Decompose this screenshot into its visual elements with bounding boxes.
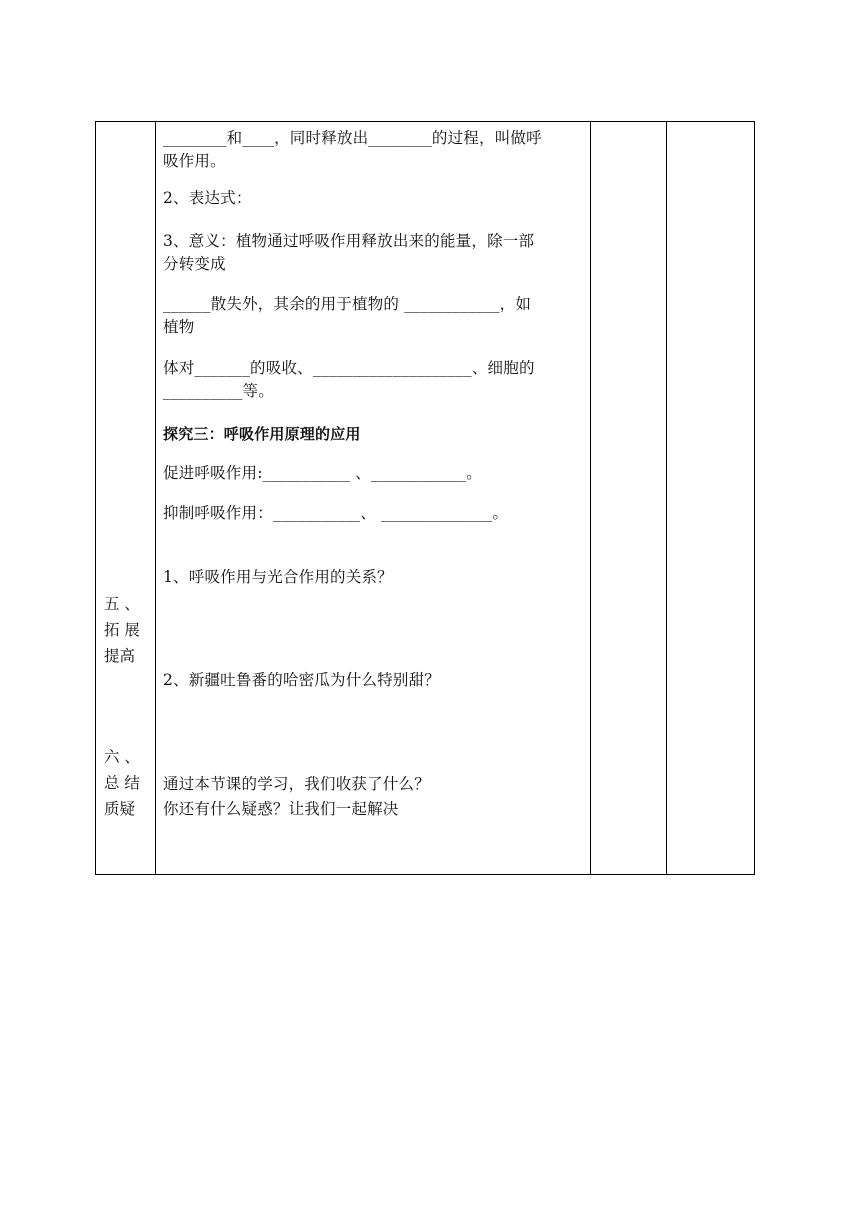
question-relationship: 1、呼吸作用与光合作用的关系？ xyxy=(163,568,393,586)
question-hami-melon: 2、新疆吐鲁番的哈密瓜为什么特别甜？ xyxy=(163,671,440,689)
inhibit-respiration-line: 抑制呼吸作用：___________、 ______________。 xyxy=(163,504,509,522)
significance-line-6: __________等。 xyxy=(163,382,274,400)
column-divider-notes xyxy=(666,122,667,874)
summary-question-line-2: 你还有什么疑惑？让我们一起解决 xyxy=(163,800,399,818)
significance-line-3: ______散失外，其余的用于植物的 ____________，如 xyxy=(163,295,532,313)
column-divider-stage xyxy=(155,122,156,874)
stage-five-line-3: 提高 xyxy=(104,647,136,665)
significance-line-5: 体对_______的吸收、____________________、细胞的 xyxy=(163,359,535,377)
significance-line-2: 分转变成 xyxy=(163,255,226,273)
significance-line-1: 3、意义：植物通过呼吸作用释放出来的能量，除一部 xyxy=(163,232,535,250)
respiration-definition-line-2: 吸作用。 xyxy=(163,152,226,170)
significance-line-4: 植物 xyxy=(163,318,195,336)
promote-respiration-line: 促进呼吸作用:___________ 、____________。 xyxy=(163,464,482,482)
stage-six-line-3: 质疑 xyxy=(104,800,136,818)
inquiry-three-heading: 探究三：呼吸作用原理的应用 xyxy=(163,425,361,443)
stage-six-line-2: 总 结 xyxy=(104,774,140,792)
stage-five-line-1: 五 、 xyxy=(104,595,140,613)
summary-question-line-1: 通过本节课的学习，我们收获了什么？ xyxy=(163,775,430,793)
stage-five-line-2: 拓 展 xyxy=(104,621,140,639)
respiration-definition-line-1: ________和____，同时释放出________的过程，叫做呼 xyxy=(163,129,542,147)
expression-heading: 2、表达式： xyxy=(163,189,252,207)
stage-six-line-1: 六 、 xyxy=(104,748,140,766)
column-divider-content xyxy=(590,122,591,874)
